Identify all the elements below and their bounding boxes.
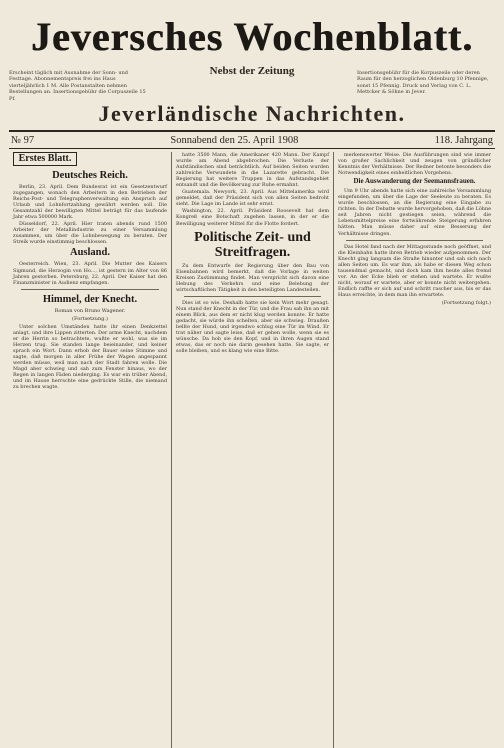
article-paragraph: Düsseldorf, 22. April. Hier traten abends rund 1500 Arbeiter der Metallindustrie zu einer Versammlung zusammen, um über die Lohnbewegung zu beraten. Der Streik wurde einstimmig beschlossen. [13,221,167,246]
subtitle: Jeverländische Nachrichten. [98,101,406,126]
story-continuation: (Fortsetzung.) [72,315,108,322]
continued-note: (Fortsetzung folgt.) [441,299,491,306]
heading-story: Himmel, der Knecht. [42,293,138,305]
story-paragraph: Das Hotel fand nach der Mittagsstunde noch geöffnet, und die Kleinbahn hatte ihren Betrieb wieder aufgenommen. Der Knecht ging langsam die Straße hinunter und sah sich nach allen Seiten um. Es war ihm, als habe er diesen Weg schon tausendmal gemacht, und doch kam ihm heute alles fremd vor. An der Ecke blieb er stehen und wartete. Er wußte nicht, worauf er wartete, aber er konnte nicht weitergehen. Endlich raffte er sich auf und schritt rascher aus, bis er das Haus erreichte, in dem man ihn erwartete. [338,243,491,298]
story-byline: Roman von Bruno Wagener. [54,307,126,314]
article-paragraph: hatte 3500 Mann, die Amerikaner 420 Mann. Der Kampf wurde am Abend abgebrochen. Die Verluste der Aufständischen sind beträchtlich. Auf beiden Seiten wurden zahlreiche Verwundete in die Lazarette gebracht. Die Regierung hat weitere Truppen in das Aufstandsgebiet entsandt und die Bevölkerung zur Ruhe ermahnt. [176,152,329,189]
column-2 [171,152,333,748]
article-paragraph: Guatemala. Newyork, 23. April. Aus Mittelamerika wird gemeldet, daß der Präsident sich von allen Seiten bedroht sieht. Die Lage im Lande ist sehr ernst. [176,189,329,208]
divider [346,240,483,241]
advert-info: Insertionsgebühr für die Korpuszeile oder deren Raum für den herzoglichen Oldenburg 10 Pfennige, sonst 15 Pfennig. Druck und Verlag von C. L. Mettcker & Söhne in Jever. [357,70,489,96]
column-1 [9,152,171,748]
section-first-sheet: Erstes Blatt. [13,152,77,166]
heading-reich: Deutsches Reich. [52,170,128,181]
newspaper-page [9,8,495,722]
issue-volume: 118. Jahrgang [434,134,493,146]
article-paragraph: Um 9 Uhr abends hatte sich eine zahlreiche Versammlung eingefunden, um über die Lage der Seeleute zu beraten. Es wurde beschlossen, an die Regierung eine Eingabe zu richten. In der Debatte wurde hervorgehoben, daß die Löhne seit Jahren nicht gestiegen seien, während die Lebensmittelpreise eine fortwährende Steigerung erfahren hätten. Man müsse daher auf eine Besserung der Verhältnisse dringen. [338,188,491,237]
divider [21,289,159,290]
story-paragraph: Unter solchen Umständen hatte ihr einen Denkzettel anlagt, und ihre Lippen zitterten. Der arme Knecht, nachdem er die Herrin so betrachtete, wußte er wohl, was sie im Herzen trug. Sie standen lange beieinander, und keiner sprach ein Wort. Dann erhob der Bauer seine Stimme und sagte, daß morgen in aller Frühe der Wagen angespannt werden müsse, weil man nach der Stadt fahren wolle. Die Magd aber schwieg und sah zum Fenster hinaus, wo der Regen in langen Fäden niederging. Es war ein trüber Abend, und im Hause herrschte eine gedrückte Stille, die niemand zu brechen wagte. [13,323,167,391]
story-paragraph: Dies ist so wie. Deshalb hatte sie kein Wort mehr gesagt. Nun stand der Knecht in der Tür, und die Frau sah ihn an mit einem Blick, aus dem er nicht klug werden konnte. Er hatte gedacht, sie würde ihn schelten, aber sie schwieg. Draußen bellte der Hund, und irgendwo schlug eine Tür im Wind. Er trat näher und sagte leise, daß er gehen wolle, wenn sie es wünsche. Da hob sie den Kopf, und in ihren Augen stand etwas, das er noch nie darin gesehen hatte. Sie sagte, er solle bleiben, und es klang wie eine Bitte. [176,299,329,355]
masthead-title: Jeversches Wochenblatt. [30,14,474,59]
column-3 [333,152,495,748]
columns [9,152,495,748]
article-paragraph: Oesterreich. Wien, 23. April. Die Mutter des Kaisers Sigmund, die Herzogin von Ho..., ist gestern im Alter von 86 Jahren gestorben. Petersburg, 22. April. Der Kaiser hat den Finanzminister in Audienz empfangen. [13,261,167,286]
heading-ausland: Ausland. [70,247,110,259]
heading-naval: Die Auswanderung der Seemannsfrauen. [353,177,476,186]
article-paragraph: merkenswerter Weise. Die Ausführungen sind wie immer von großer Sachlichkeit und zeugen von gründlicher Kenntnis der Verhältnisse. Der Redner betonte besonders die Notwendigkeit eines einheitlichen Vorgehens. [338,152,491,177]
subscription-info: Erscheint täglich mit Ausnahme der Sonn- und Festtage. Abonnementspreis frei ins Haus vierteljährlich 1 M. Alle Postanstalten nehmen Bestellungen an. Insertionsgebühr die Corpuszeile 15 Pf. [9,70,146,102]
article-paragraph: Washington, 22. April. Präsident Roosevelt hat dem Kongreß eine Botschaft zugehen lassen, in der er die Bewilligung weiterer Mittel für die Flotte fordert. [176,208,329,227]
issue-date: Sonnabend den 25. April 1908 [170,134,299,146]
subhead-row [9,66,495,108]
article-paragraph: Berlin, 23. April. Dem Bundesrat ist ein Gesetzentwurf zugegangen, wonach den Arbeitern in den Betrieben der Reichs-Post- und Telegraphenverwaltung ein Anspruch auf Urlaub und Lohnfortzahlung gewährt werden soll. Die Gesamtzahl der bewilligten Mittel beträgt für das laufende Jahr etwa 500000 Mark. [13,184,167,221]
article-paragraph: Zu dem Entwurfe der Regierung über den Bau von Eisenbahnen wird bemerkt, daß die Vorlage in weiten Kreisen Zustimmung findet. Man verspricht sich davon eine Hebung des Verkehrs und eine Belebung der wirtschaftlichen Tätigkeit in den beteiligten Landesteilen. [176,262,329,293]
issue-number: № 97 [11,134,35,146]
heading-politics: Politische Zeit- und Streitfragen. [194,229,311,260]
issue-bar [9,130,495,149]
divider [184,296,321,297]
supplement-line: Nebst der Zeitung [209,65,295,77]
